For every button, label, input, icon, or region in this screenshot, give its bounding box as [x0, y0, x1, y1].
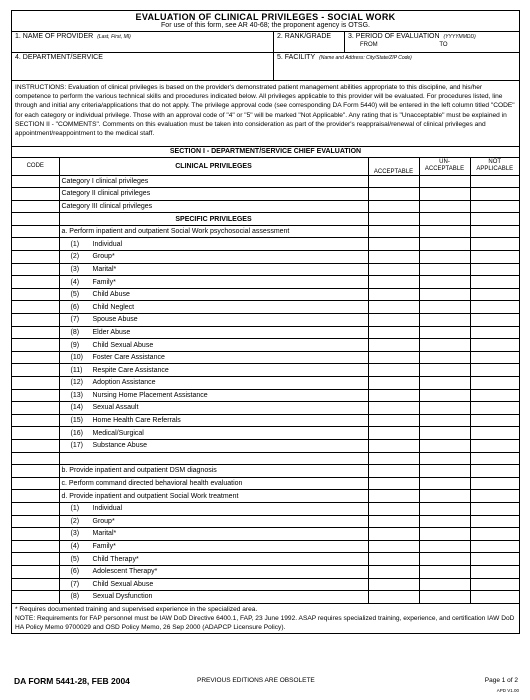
- rating-cell[interactable]: [470, 389, 519, 402]
- rating-cell[interactable]: [470, 251, 519, 264]
- privilege-label: [59, 402, 368, 415]
- rating-cell[interactable]: [470, 301, 519, 314]
- identity-row: [12, 32, 519, 53]
- rating-cell[interactable]: [419, 339, 470, 352]
- table-row[interactable]: [12, 200, 519, 213]
- item-text: Marital*: [92, 530, 117, 538]
- table-row[interactable]: [12, 565, 519, 578]
- rating-cell[interactable]: [470, 439, 519, 452]
- period-from-label: FROM: [360, 42, 378, 48]
- item-text: Family*: [92, 543, 116, 551]
- rating-cell[interactable]: [368, 553, 419, 566]
- item-text: Home Health Care Referrals: [92, 417, 181, 425]
- item-number: (15): [70, 417, 83, 425]
- rating-cell[interactable]: [368, 263, 419, 276]
- table-row[interactable]: [12, 326, 519, 339]
- rating-cell[interactable]: [368, 591, 419, 604]
- item-number: (7): [70, 316, 80, 324]
- privilege-label: [59, 578, 368, 591]
- code-cell[interactable]: [12, 288, 59, 301]
- table-row[interactable]: [12, 339, 519, 352]
- code-cell[interactable]: [12, 377, 59, 390]
- rating-cell[interactable]: [419, 414, 470, 427]
- privilege-label: [59, 515, 368, 528]
- table-row[interactable]: [12, 364, 519, 377]
- code-cell[interactable]: [12, 427, 59, 440]
- rating-cell[interactable]: [470, 565, 519, 578]
- table-header-row: [12, 158, 519, 175]
- rating-cell[interactable]: [419, 188, 470, 201]
- table-row[interactable]: [12, 414, 519, 427]
- code-cell[interactable]: [12, 200, 59, 213]
- privilege-label: [59, 553, 368, 566]
- unacceptable-column-header: UN- ACCEPTABLE: [419, 158, 470, 175]
- acceptable-column-header: ACCEPTABLE: [368, 158, 419, 175]
- training-footnote: * Requires documented training and supervised experience in the specialized area.: [15, 605, 258, 613]
- rating-cell[interactable]: [419, 565, 470, 578]
- rating-cell[interactable]: [470, 339, 519, 352]
- table-row[interactable]: [12, 288, 519, 301]
- item-number: (6): [70, 568, 80, 576]
- privilege-label: Category III clinical privileges: [59, 200, 368, 213]
- rating-cell[interactable]: [368, 339, 419, 352]
- rating-cell[interactable]: [368, 251, 419, 264]
- rating-cell[interactable]: [470, 502, 519, 515]
- specific-privileges-heading: SPECIFIC PRIVILEGES: [59, 213, 368, 226]
- previous-editions-note: PREVIOUS EDITIONS ARE OBSOLETE: [197, 677, 315, 684]
- privilege-label: Category I clinical privileges: [59, 175, 368, 188]
- item-number: (12): [70, 379, 83, 387]
- item-text: Respite Care Assistance: [92, 366, 169, 374]
- rating-cell[interactable]: [470, 263, 519, 276]
- code-cell[interactable]: [12, 251, 59, 264]
- rank-grade-field[interactable]: [273, 32, 344, 52]
- privilege-label: [59, 351, 368, 364]
- rating-cell[interactable]: [419, 528, 470, 541]
- table-row[interactable]: [12, 502, 519, 515]
- period-label: 3. PERIOD OF EVALUATION: [348, 33, 440, 40]
- table-row[interactable]: [12, 515, 519, 528]
- privileges-table: [12, 158, 519, 604]
- table-row[interactable]: [12, 402, 519, 415]
- rating-cell[interactable]: [470, 364, 519, 377]
- table-row[interactable]: [12, 591, 519, 604]
- page-number: Page 1 of 2: [484, 677, 518, 684]
- item-number: (8): [70, 593, 80, 601]
- table-row[interactable]: [12, 276, 519, 289]
- rating-cell[interactable]: [419, 301, 470, 314]
- rating-cell[interactable]: [470, 188, 519, 201]
- table-row[interactable]: [12, 301, 519, 314]
- rating-cell[interactable]: [470, 553, 519, 566]
- item-number: (8): [70, 328, 80, 336]
- rating-cell[interactable]: [419, 251, 470, 264]
- facility-note: (Name and Address: City/State/ZIP Code): [319, 55, 412, 61]
- rating-cell[interactable]: [419, 515, 470, 528]
- privilege-label: [59, 339, 368, 352]
- privilege-c-label: c. Perform command directed behavioral health evaluation: [59, 477, 368, 490]
- rating-cell[interactable]: [368, 389, 419, 402]
- privilege-label: [59, 276, 368, 289]
- table-row[interactable]: [12, 377, 519, 390]
- code-cell[interactable]: [12, 439, 59, 452]
- item-number: (2): [70, 517, 80, 525]
- table-row[interactable]: [12, 351, 519, 364]
- privilege-label: [59, 364, 368, 377]
- item-number: (9): [70, 341, 80, 349]
- privilege-b-label: b. Provide inpatient and outpatient DSM diagnosis: [59, 465, 368, 478]
- code-cell[interactable]: [12, 263, 59, 276]
- rating-cell[interactable]: [470, 238, 519, 251]
- item-text: Family*: [92, 278, 116, 286]
- code-cell[interactable]: [12, 326, 59, 339]
- item-text: Spouse Abuse: [92, 316, 138, 324]
- item-text: Substance Abuse: [92, 442, 147, 450]
- code-cell[interactable]: [12, 502, 59, 515]
- privilege-label: Category II clinical privileges: [59, 188, 368, 201]
- rating-cell[interactable]: [419, 377, 470, 390]
- item-number: (16): [70, 429, 83, 437]
- code-cell[interactable]: [12, 402, 59, 415]
- rating-cell[interactable]: [368, 540, 419, 553]
- rating-cell[interactable]: [419, 364, 470, 377]
- rating-cell[interactable]: [368, 528, 419, 541]
- code-cell[interactable]: [12, 528, 59, 541]
- item-number: (5): [70, 555, 80, 563]
- code-cell[interactable]: [12, 578, 59, 591]
- privilege-label: [59, 439, 368, 452]
- rating-cell[interactable]: [470, 175, 519, 188]
- item-text: Nursing Home Placement Assistance: [92, 391, 208, 399]
- provider-name-field[interactable]: [12, 32, 273, 52]
- item-number: (2): [70, 253, 80, 261]
- rating-cell[interactable]: [368, 515, 419, 528]
- code-cell[interactable]: [12, 553, 59, 566]
- item-number: (6): [70, 303, 80, 311]
- table-row[interactable]: [12, 263, 519, 276]
- rating-cell[interactable]: [368, 188, 419, 201]
- table-row[interactable]: [12, 175, 519, 188]
- table-row[interactable]: [12, 238, 519, 251]
- apd-version: APD V1.00: [496, 688, 519, 693]
- item-text: Foster Care Assistance: [92, 354, 165, 362]
- item-text: Child Neglect: [92, 303, 135, 311]
- facility-field[interactable]: [273, 53, 519, 80]
- rating-cell[interactable]: [419, 263, 470, 276]
- table-row[interactable]: [12, 452, 519, 465]
- rating-cell[interactable]: [419, 288, 470, 301]
- table-row[interactable]: [12, 490, 519, 503]
- item-number: (4): [70, 543, 80, 551]
- form-header: [12, 11, 519, 32]
- table-row[interactable]: [12, 578, 519, 591]
- rating-cell[interactable]: [419, 238, 470, 251]
- rating-cell[interactable]: [419, 314, 470, 327]
- code-cell[interactable]: [12, 565, 59, 578]
- code-cell[interactable]: [12, 175, 59, 188]
- instructions: INSTRUCTIONS: Evaluation of clinical privileges is based on the provider's demonstrated patient management abilities appropriate to this discipline, and his/her competence to perform the various technical skills and procedures indicated below. All privileges applicable to this provider will be evaluated. For procedures listed, line through and initial any criteria/applications that do not apply. The privilege approval code (see corresponding DA Form 5440) will be entered in the left column titled "CODE" for each category or individual privilege. Those with an approval code of "4" or "5" will be marked "Not Applicable". Any rating that is "Unacceptable" must be explained in SECTION II - "COMMENTS". Comments on this evaluation must be taken into consideration as part of the provider's reappraisal/renewal of clinical privileges and appointment/reappointment to the medical staff.: [12, 81, 519, 147]
- item-number: (4): [70, 278, 80, 286]
- rating-cell[interactable]: [470, 591, 519, 604]
- form-subtitle: For use of this form, see AR 40-68; the proponent agency is OTSG.: [161, 22, 370, 29]
- table-row[interactable]: [12, 251, 519, 264]
- item-text: Marital*: [92, 265, 117, 273]
- privilege-label: [59, 263, 368, 276]
- rating-cell[interactable]: [368, 301, 419, 314]
- rating-cell[interactable]: [419, 578, 470, 591]
- code-cell[interactable]: [12, 301, 59, 314]
- item-number: (11): [70, 366, 83, 374]
- rating-cell[interactable]: [419, 175, 470, 188]
- item-text: Adolescent Therapy*: [92, 568, 158, 576]
- rating-cell[interactable]: [419, 540, 470, 553]
- code-cell[interactable]: [12, 389, 59, 402]
- item-number: (3): [70, 530, 80, 538]
- privilege-label: [59, 251, 368, 264]
- not-applicable-column-header: NOT APPLICABLE: [470, 158, 519, 175]
- item-text: Individual: [92, 505, 123, 513]
- item-text: Child Sexual Abuse: [92, 341, 154, 349]
- item-text: Sexual Assault: [92, 404, 139, 412]
- privilege-label: [59, 528, 368, 541]
- code-cell[interactable]: [12, 314, 59, 327]
- rating-cell[interactable]: [419, 326, 470, 339]
- item-number: (14): [70, 404, 83, 412]
- item-text: Sexual Dysfunction: [92, 593, 153, 601]
- item-number: (10): [70, 354, 83, 362]
- item-number: (1): [70, 505, 80, 513]
- item-text: Adoption Assistance: [92, 379, 156, 387]
- table-row[interactable]: [12, 465, 519, 478]
- form-footer: [11, 676, 520, 686]
- item-number: (5): [70, 291, 80, 299]
- provider-name-label: 1. NAME OF PROVIDER: [15, 33, 94, 40]
- privileges-column-header: CLINICAL PRIVILEGES: [59, 158, 368, 175]
- rating-cell[interactable]: [470, 326, 519, 339]
- privilege-label: [59, 377, 368, 390]
- item-number: (7): [70, 580, 80, 588]
- rating-cell[interactable]: [368, 439, 419, 452]
- section-1-heading: SECTION I - DEPARTMENT/SERVICE CHIEF EVALUATION: [12, 147, 519, 158]
- rating-cell[interactable]: [470, 540, 519, 553]
- code-column-header: CODE: [12, 158, 59, 175]
- rating-cell[interactable]: [368, 276, 419, 289]
- code-cell[interactable]: [12, 591, 59, 604]
- table-row[interactable]: [12, 528, 519, 541]
- privilege-label: [59, 540, 368, 553]
- period-note: (YYYYMMDD): [443, 34, 476, 40]
- rating-cell[interactable]: [419, 553, 470, 566]
- rating-cell[interactable]: [368, 314, 419, 327]
- rating-cell[interactable]: [470, 578, 519, 591]
- item-number: (3): [70, 265, 80, 273]
- footnotes: [12, 604, 519, 634]
- item-text: Elder Abuse: [92, 328, 131, 336]
- department-row: [12, 53, 519, 81]
- rating-cell[interactable]: [470, 314, 519, 327]
- rating-cell[interactable]: [419, 402, 470, 415]
- privilege-d-label: d. Provide inpatient and outpatient Social Work treatment: [59, 490, 368, 503]
- code-cell[interactable]: [12, 238, 59, 251]
- rating-cell[interactable]: [470, 515, 519, 528]
- evaluation-period-field[interactable]: [344, 32, 519, 52]
- item-text: Group*: [92, 517, 115, 525]
- table-row[interactable]: [12, 314, 519, 327]
- table-row[interactable]: [12, 427, 519, 440]
- item-number: (1): [70, 240, 80, 248]
- privilege-label: [59, 502, 368, 515]
- rating-cell[interactable]: [368, 364, 419, 377]
- item-text: Individual: [92, 240, 123, 248]
- code-cell[interactable]: [12, 188, 59, 201]
- privilege-label: [59, 414, 368, 427]
- rating-cell[interactable]: [368, 427, 419, 440]
- privilege-label: [59, 326, 368, 339]
- rating-cell[interactable]: [470, 414, 519, 427]
- rating-cell[interactable]: [368, 351, 419, 364]
- code-cell[interactable]: [12, 339, 59, 352]
- rating-cell[interactable]: [419, 389, 470, 402]
- fap-note: NOTE: Requirements for FAP personnel must be IAW DoD Directive 6400.1, FAP, 23 June 1992. ASAP requires specialized training, experience, and certification IAW DoD HA Policy Memo 9700029 and OSD Policy Memo, 26 Sep 2000 (ADAPCP Licensure Policy).: [15, 614, 515, 632]
- rating-cell[interactable]: [368, 175, 419, 188]
- department-label: 4. DEPARTMENT/SERVICE: [15, 54, 103, 61]
- rating-cell[interactable]: [419, 276, 470, 289]
- privilege-a-label: a. Perform inpatient and outpatient Social Work psychosocial assessment: [59, 225, 368, 238]
- facility-label: 5. FACILITY: [277, 54, 316, 61]
- rank-grade-label: 2. RANK/GRADE: [277, 33, 332, 40]
- table-row[interactable]: [12, 188, 519, 201]
- specific-privileges-row: [12, 213, 519, 226]
- table-row[interactable]: [12, 540, 519, 553]
- item-text: Child Abuse: [92, 291, 130, 299]
- privilege-label: [59, 427, 368, 440]
- table-row[interactable]: [12, 225, 519, 238]
- item-number: (17): [70, 442, 83, 450]
- provider-name-note: (Last, First, MI): [97, 34, 131, 40]
- privilege-label: [59, 238, 368, 251]
- code-cell[interactable]: [12, 364, 59, 377]
- rating-cell[interactable]: [368, 402, 419, 415]
- rating-cell[interactable]: [470, 200, 519, 213]
- code-cell[interactable]: [12, 414, 59, 427]
- table-row[interactable]: [12, 477, 519, 490]
- code-cell[interactable]: [12, 540, 59, 553]
- rating-cell[interactable]: [470, 351, 519, 364]
- rating-cell[interactable]: [470, 528, 519, 541]
- rating-cell[interactable]: [470, 377, 519, 390]
- table-row[interactable]: [12, 439, 519, 452]
- privilege-label: [59, 591, 368, 604]
- rating-cell[interactable]: [470, 427, 519, 440]
- period-to-label: TO: [439, 42, 448, 48]
- rating-cell[interactable]: [368, 288, 419, 301]
- table-row[interactable]: [12, 553, 519, 566]
- rating-cell[interactable]: [419, 200, 470, 213]
- rating-cell[interactable]: [419, 351, 470, 364]
- table-row[interactable]: [12, 389, 519, 402]
- rating-cell[interactable]: [419, 591, 470, 604]
- rating-cell[interactable]: [368, 326, 419, 339]
- rating-cell[interactable]: [419, 439, 470, 452]
- rating-cell[interactable]: [368, 200, 419, 213]
- rating-cell[interactable]: [368, 414, 419, 427]
- rating-cell[interactable]: [368, 238, 419, 251]
- privilege-label: [59, 314, 368, 327]
- privilege-label: [59, 389, 368, 402]
- code-cell[interactable]: [12, 351, 59, 364]
- item-text: Child Therapy*: [92, 555, 139, 563]
- department-field[interactable]: [12, 53, 273, 80]
- rating-cell[interactable]: [419, 427, 470, 440]
- privilege-label: [59, 301, 368, 314]
- privilege-label: [59, 565, 368, 578]
- item-number: (13): [70, 391, 83, 399]
- rating-cell[interactable]: [470, 402, 519, 415]
- code-cell[interactable]: [12, 515, 59, 528]
- code-cell[interactable]: [12, 276, 59, 289]
- item-text: Medical/Surgical: [92, 429, 144, 437]
- form-page: [11, 10, 520, 634]
- privilege-label: [59, 288, 368, 301]
- rating-cell[interactable]: [368, 377, 419, 390]
- item-text: Group*: [92, 253, 115, 261]
- rating-cell[interactable]: [368, 578, 419, 591]
- rating-cell[interactable]: [470, 276, 519, 289]
- rating-cell[interactable]: [368, 565, 419, 578]
- rating-cell[interactable]: [470, 288, 519, 301]
- form-title: EVALUATION OF CLINICAL PRIVILEGES - SOCIAL WORK: [135, 12, 396, 22]
- rating-cell[interactable]: [368, 502, 419, 515]
- rating-cell[interactable]: [419, 502, 470, 515]
- form-number: DA FORM 5441-28, FEB 2004: [14, 676, 130, 686]
- item-text: Child Sexual Abuse: [92, 580, 154, 588]
